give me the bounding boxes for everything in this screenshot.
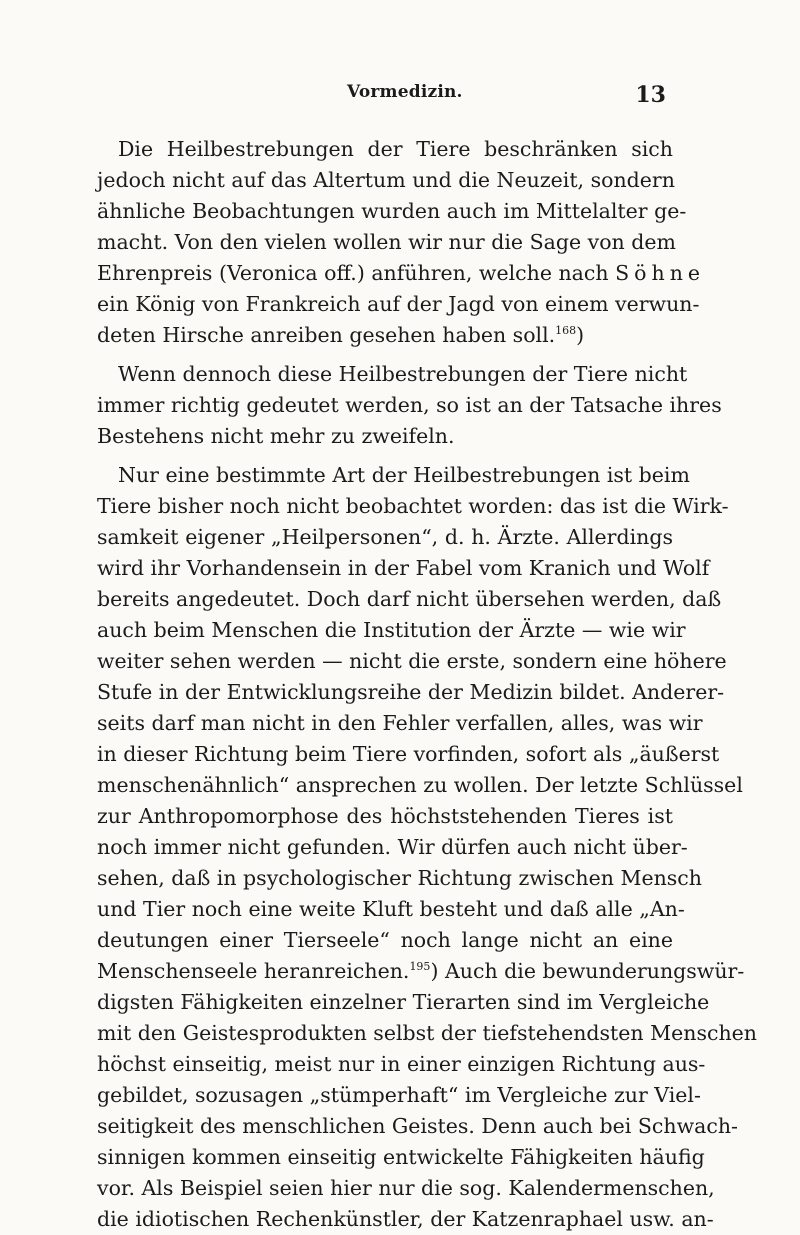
running-title: Vormedizin.: [347, 82, 463, 102]
text-line: [97, 956, 745, 987]
text-line: Stufe in der Entwicklungsreihe der Medizin bildet. Anderer-: [97, 680, 725, 704]
line-text: deten Hirsche anreiben gesehen haben soll.: [97, 323, 556, 347]
text-line: weiter sehen werden — nicht die erste, sondern eine höhere: [97, 649, 727, 673]
text-line: ähnliche Beobachtungen wurden auch im Mittelalter ge-: [97, 199, 687, 223]
line-text: ) Auch die bewunderungswür-: [430, 959, 745, 983]
text-line: [97, 258, 706, 289]
text-line: jedoch nicht auf das Altertum und die Neuzeit, sondern: [97, 168, 675, 192]
text-line: seitigkeit des menschlichen Geistes. Denn auch bei Schwach-: [97, 1114, 738, 1138]
text-line: Nur eine bestimmte Art der Heilbestrebungen ist beim: [118, 463, 690, 487]
footnote-reference: 195: [409, 960, 431, 973]
text-line: sinnigen kommen einseitig entwickelte Fähigkeiten häufig: [97, 1145, 705, 1169]
text-line: [97, 320, 673, 351]
text-line: ein König von Frankreich auf der Jagd von einem verwun-: [97, 292, 700, 316]
text-line: deutungen einer Tierseele“ noch lange nicht an eine: [97, 928, 673, 952]
text-line: Bestehens nicht mehr zu zweifeln.: [97, 424, 455, 448]
paragraph-2: [97, 359, 722, 452]
text-line: zur Anthropomorphose des höchststehenden Tieres ist: [97, 804, 673, 828]
text-line: in dieser Richtung beim Tiere vorfinden, sofort als „äußerst: [97, 742, 720, 766]
text-line: sehen, daß in psychologischer Richtung zwischen Mensch: [97, 866, 702, 890]
line-text: Ehrenpreis (Veronica off.) anführen, welche nach: [97, 261, 609, 285]
page-number: 13: [635, 82, 666, 108]
text-line: auch beim Menschen die Institution der Ärzte — wie wir: [97, 618, 686, 642]
text-line: bereits angedeutet. Doch darf nicht übersehen werden, daß: [97, 587, 722, 611]
text-line: macht. Von den vielen wollen wir nur die Sage von dem: [97, 230, 676, 254]
text-line: noch immer nicht gefunden. Wir dürfen auch nicht über-: [97, 835, 688, 859]
text-line: seits darf man nicht in den Fehler verfallen, alles, was wir: [97, 711, 703, 735]
footnote-reference: 168: [555, 324, 577, 337]
text-line: gebildet, sozusagen „stümperhaft“ im Vergleiche zur Viel-: [97, 1083, 701, 1107]
text-line: immer richtig gedeutet werden, so ist an der Tatsache ihres: [97, 393, 722, 417]
footnote-close: ): [576, 323, 585, 347]
text-line: vor. Als Beispiel seien hier nur die sog. Kalendermenschen,: [97, 1176, 715, 1200]
text-line: höchst einseitig, meist nur in einer einzigen Richtung aus-: [97, 1052, 706, 1076]
text-line: samkeit eigener „Heilpersonen“, d. h. Ärzte. Allerdings: [97, 525, 673, 549]
emphasized-word: Söhne: [615, 261, 706, 285]
text-line: mit den Geistesprodukten selbst der tiefstehendsten Menschen: [97, 1021, 758, 1045]
paragraph-3: [97, 460, 758, 1235]
text-line: Tiere bisher noch nicht beobachtet worden: das ist die Wirk-: [97, 494, 729, 518]
text-line: Die Heilbestrebungen der Tiere beschränken sich: [118, 137, 673, 161]
text-line: menschenähnlich“ ansprechen zu wollen. Der letzte Schlüssel: [97, 773, 743, 797]
paragraph-1: [97, 134, 706, 351]
line-text: Menschenseele heranreichen.: [97, 959, 410, 983]
text-line: die idiotischen Rechenkünstler, der Katzenraphael usw. an-: [97, 1207, 714, 1231]
text-line: Wenn dennoch diese Heilbestrebungen der Tiere nicht: [118, 362, 688, 386]
text-line: wird ihr Vorhandensein in der Fabel vom Kranich und Wolf: [97, 556, 710, 580]
text-line: digsten Fähigkeiten einzelner Tierarten sind im Vergleiche: [97, 990, 710, 1014]
body-text: [97, 134, 758, 1235]
text-line: und Tier noch eine weite Kluft besteht und daß alle „An-: [97, 897, 685, 921]
